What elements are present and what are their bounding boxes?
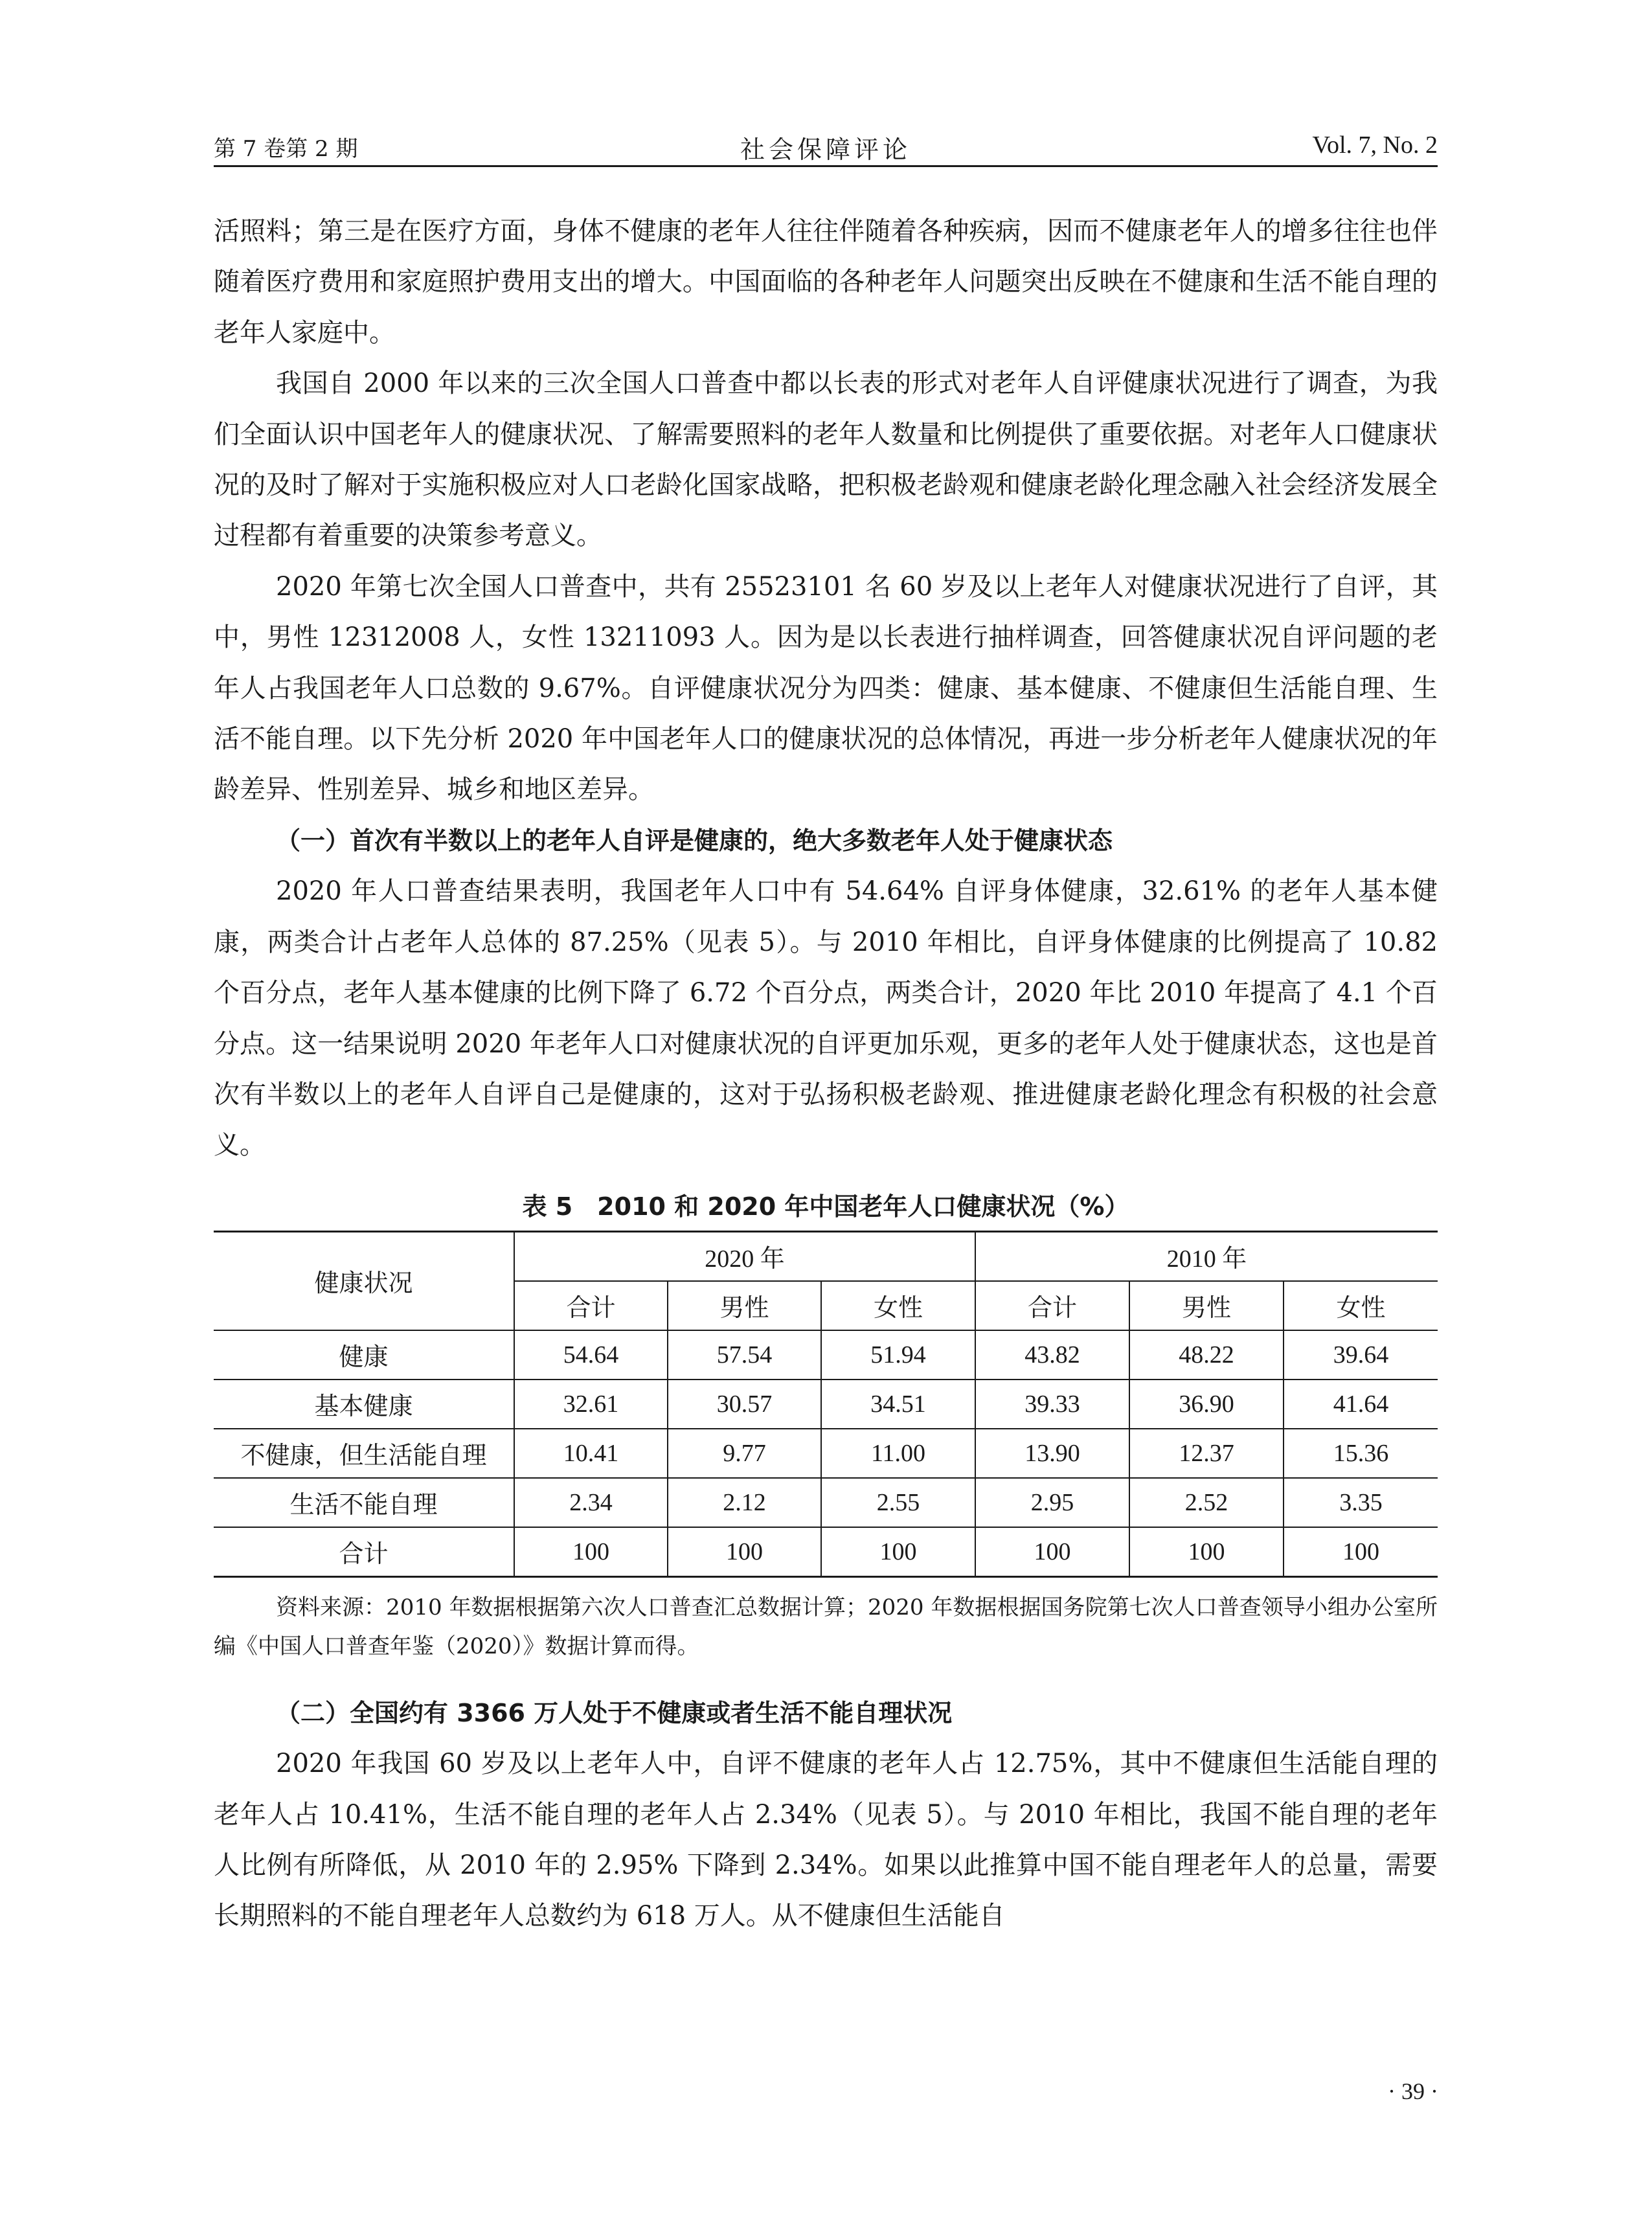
column-header-2010-male: 男性	[1129, 1281, 1284, 1330]
header-rule	[214, 165, 1438, 167]
table-cell: 15.36	[1284, 1429, 1438, 1478]
table-row-total	[214, 1527, 1438, 1577]
table-cell: 9.77	[668, 1429, 821, 1478]
section-heading-1: （一）首次有半数以上的老年人自评是健康的，绝大多数老年人处于健康状态	[276, 826, 1113, 855]
table-cell: 3.35	[1284, 1478, 1438, 1527]
row-label: 生活不能自理	[214, 1478, 514, 1527]
table-row	[214, 1330, 1438, 1380]
table-cell: 2.12	[668, 1478, 821, 1527]
table-cell: 11.00	[821, 1429, 975, 1478]
header-journal-title: 社会保障评论	[740, 135, 911, 164]
table-cell: 100	[1129, 1527, 1284, 1577]
column-header-2020-male: 男性	[668, 1281, 821, 1330]
column-header-health-status: 健康状况	[214, 1231, 514, 1330]
table-row	[214, 1380, 1438, 1429]
section-heading-2: （二）全国约有 3366 万人处于不健康或者生活不能自理状况	[276, 1698, 953, 1727]
column-header-2010-total: 合计	[975, 1281, 1129, 1330]
table-cell: 10.41	[514, 1429, 668, 1478]
paragraph-seventh-census: 2020 年第七次全国人口普查中，共有 25523101 名 60 岁及以上老年人对健康状况进行了自评，其中，男性 12312008 人，女性 13211093 人。因为是以长表进行抽样调查，回答健康状况自评问题的老年人占我国老年人口总数的 9.67%。自评健康状况分为四类：健康、基本健康、不健康但生活能自理、生活不能自理。以下先分析 2020 年中国老年人口的健康状况的总体情况，再进一步分析老年人健康状况的年龄差异、性别差异、城乡和地区差异。	[214, 571, 1438, 805]
row-label: 不健康，但生活能自理	[214, 1429, 514, 1478]
table-cell: 41.64	[1284, 1380, 1438, 1429]
table-cell: 39.64	[1284, 1330, 1438, 1380]
column-header-2010-female: 女性	[1284, 1281, 1438, 1330]
table-cell: 51.94	[821, 1330, 975, 1380]
table-cell: 36.90	[1129, 1380, 1284, 1429]
table-cell: 13.90	[975, 1429, 1129, 1478]
paragraph-section-2: 2020 年我国 60 岁及以上老年人中，自评不健康的老年人占 12.75%，其中不健康但生活能自理的老年人占 10.41%，生活不能自理的老年人占 2.34%（见表 5）。与 2010 年相比，我国不能自理的老年人比例有所降低，从 2010 年的 2.95% 下降到 2.34%。如果以此推算中国不能自理老年人的总量，需要长期照料的不能自理老年人总数约为 618 万人。从不健康但生活能自	[214, 1749, 1438, 1931]
table-cell: 30.57	[668, 1380, 821, 1429]
row-label: 合计	[214, 1527, 514, 1577]
header-volume: Vol. 7, No. 2	[1312, 131, 1438, 159]
column-header-2010: 2010 年	[975, 1231, 1438, 1281]
table-cell: 57.54	[668, 1330, 821, 1380]
page-number: · 39 ·	[1388, 2078, 1438, 2104]
table-cell: 100	[821, 1527, 975, 1577]
table-cell: 54.64	[514, 1330, 668, 1380]
table-title: 表 5 2010 和 2020 年中国老年人口健康状况（%）	[522, 1192, 1129, 1221]
table-cell: 34.51	[821, 1380, 975, 1429]
table-source-note: 资料来源：2010 年数据根据第六次人口普查汇总数据计算；2020 年数据根据国务院第七次人口普查领导小组办公室所编《中国人口普查年鉴（2020）》数据计算而得。	[214, 1594, 1438, 1659]
table-header-row-years	[214, 1231, 1438, 1281]
table-cell: 43.82	[975, 1330, 1129, 1380]
table-row	[214, 1478, 1438, 1527]
table-cell: 48.22	[1129, 1330, 1284, 1380]
table-cell: 2.55	[821, 1478, 975, 1527]
table-cell: 100	[514, 1527, 668, 1577]
running-header	[214, 124, 1438, 163]
table-cell: 2.34	[514, 1478, 668, 1527]
table-row	[214, 1429, 1438, 1478]
table-cell: 39.33	[975, 1380, 1129, 1429]
table-cell: 32.61	[514, 1380, 668, 1429]
paragraph-continued: 活照料；第三是在医疗方面，身体不健康的老年人往往伴随着各种疾病，因而不健康老年人的增多往往也伴随着医疗费用和家庭照护费用支出的增大。中国面临的各种老年人问题突出反映在不健康和生活不能自理的老年人家庭中。	[214, 216, 1438, 348]
table-cell: 100	[1284, 1527, 1438, 1577]
column-header-2020-female: 女性	[821, 1281, 975, 1330]
column-header-2020-total: 合计	[514, 1281, 668, 1330]
table-cell: 100	[668, 1527, 821, 1577]
column-header-2020: 2020 年	[514, 1231, 975, 1281]
article-body	[214, 206, 1438, 1942]
table-cell: 2.52	[1129, 1478, 1284, 1527]
header-issue: 第 7 卷第 2 期	[214, 136, 358, 162]
paragraph-section-1: 2020 年人口普查结果表明，我国老年人口中有 54.64% 自评身体健康，32.61% 的老年人基本健康，两类合计占老年人总体的 87.25%（见表 5）。与 2010 年相比，自评身体健康的比例提高了 10.82 个百分点，老年人基本健康的比例下降了 6.72 个百分点，两类合计，2020 年比 2010 年提高了 4.1 个百分点。这一结果说明 2020 年老年人口对健康状况的自评更加乐观，更多的老年人处于健康状态，这也是首次有半数以上的老年人自评自己是健康的，这对于弘扬积极老龄观、推进健康老龄化理念有积极的社会意义。	[214, 876, 1438, 1161]
table-cell: 100	[975, 1527, 1129, 1577]
paragraph-census-survey: 我国自 2000 年以来的三次全国人口普查中都以长表的形式对老年人自评健康状况进行了调查，为我们全面认识中国老年人的健康状况、了解需要照料的老年人数量和比例提供了重要依据。对老年人口健康状况的及时了解对于实施积极应对人口老龄化国家战略，把积极老龄观和健康老龄化理念融入社会经济发展全过程都有着重要的决策参考意义。	[214, 369, 1438, 551]
row-label: 健康	[214, 1330, 514, 1380]
health-status-table	[214, 1231, 1438, 1578]
table-cell: 2.95	[975, 1478, 1129, 1527]
table-cell: 12.37	[1129, 1429, 1284, 1478]
row-label: 基本健康	[214, 1380, 514, 1429]
